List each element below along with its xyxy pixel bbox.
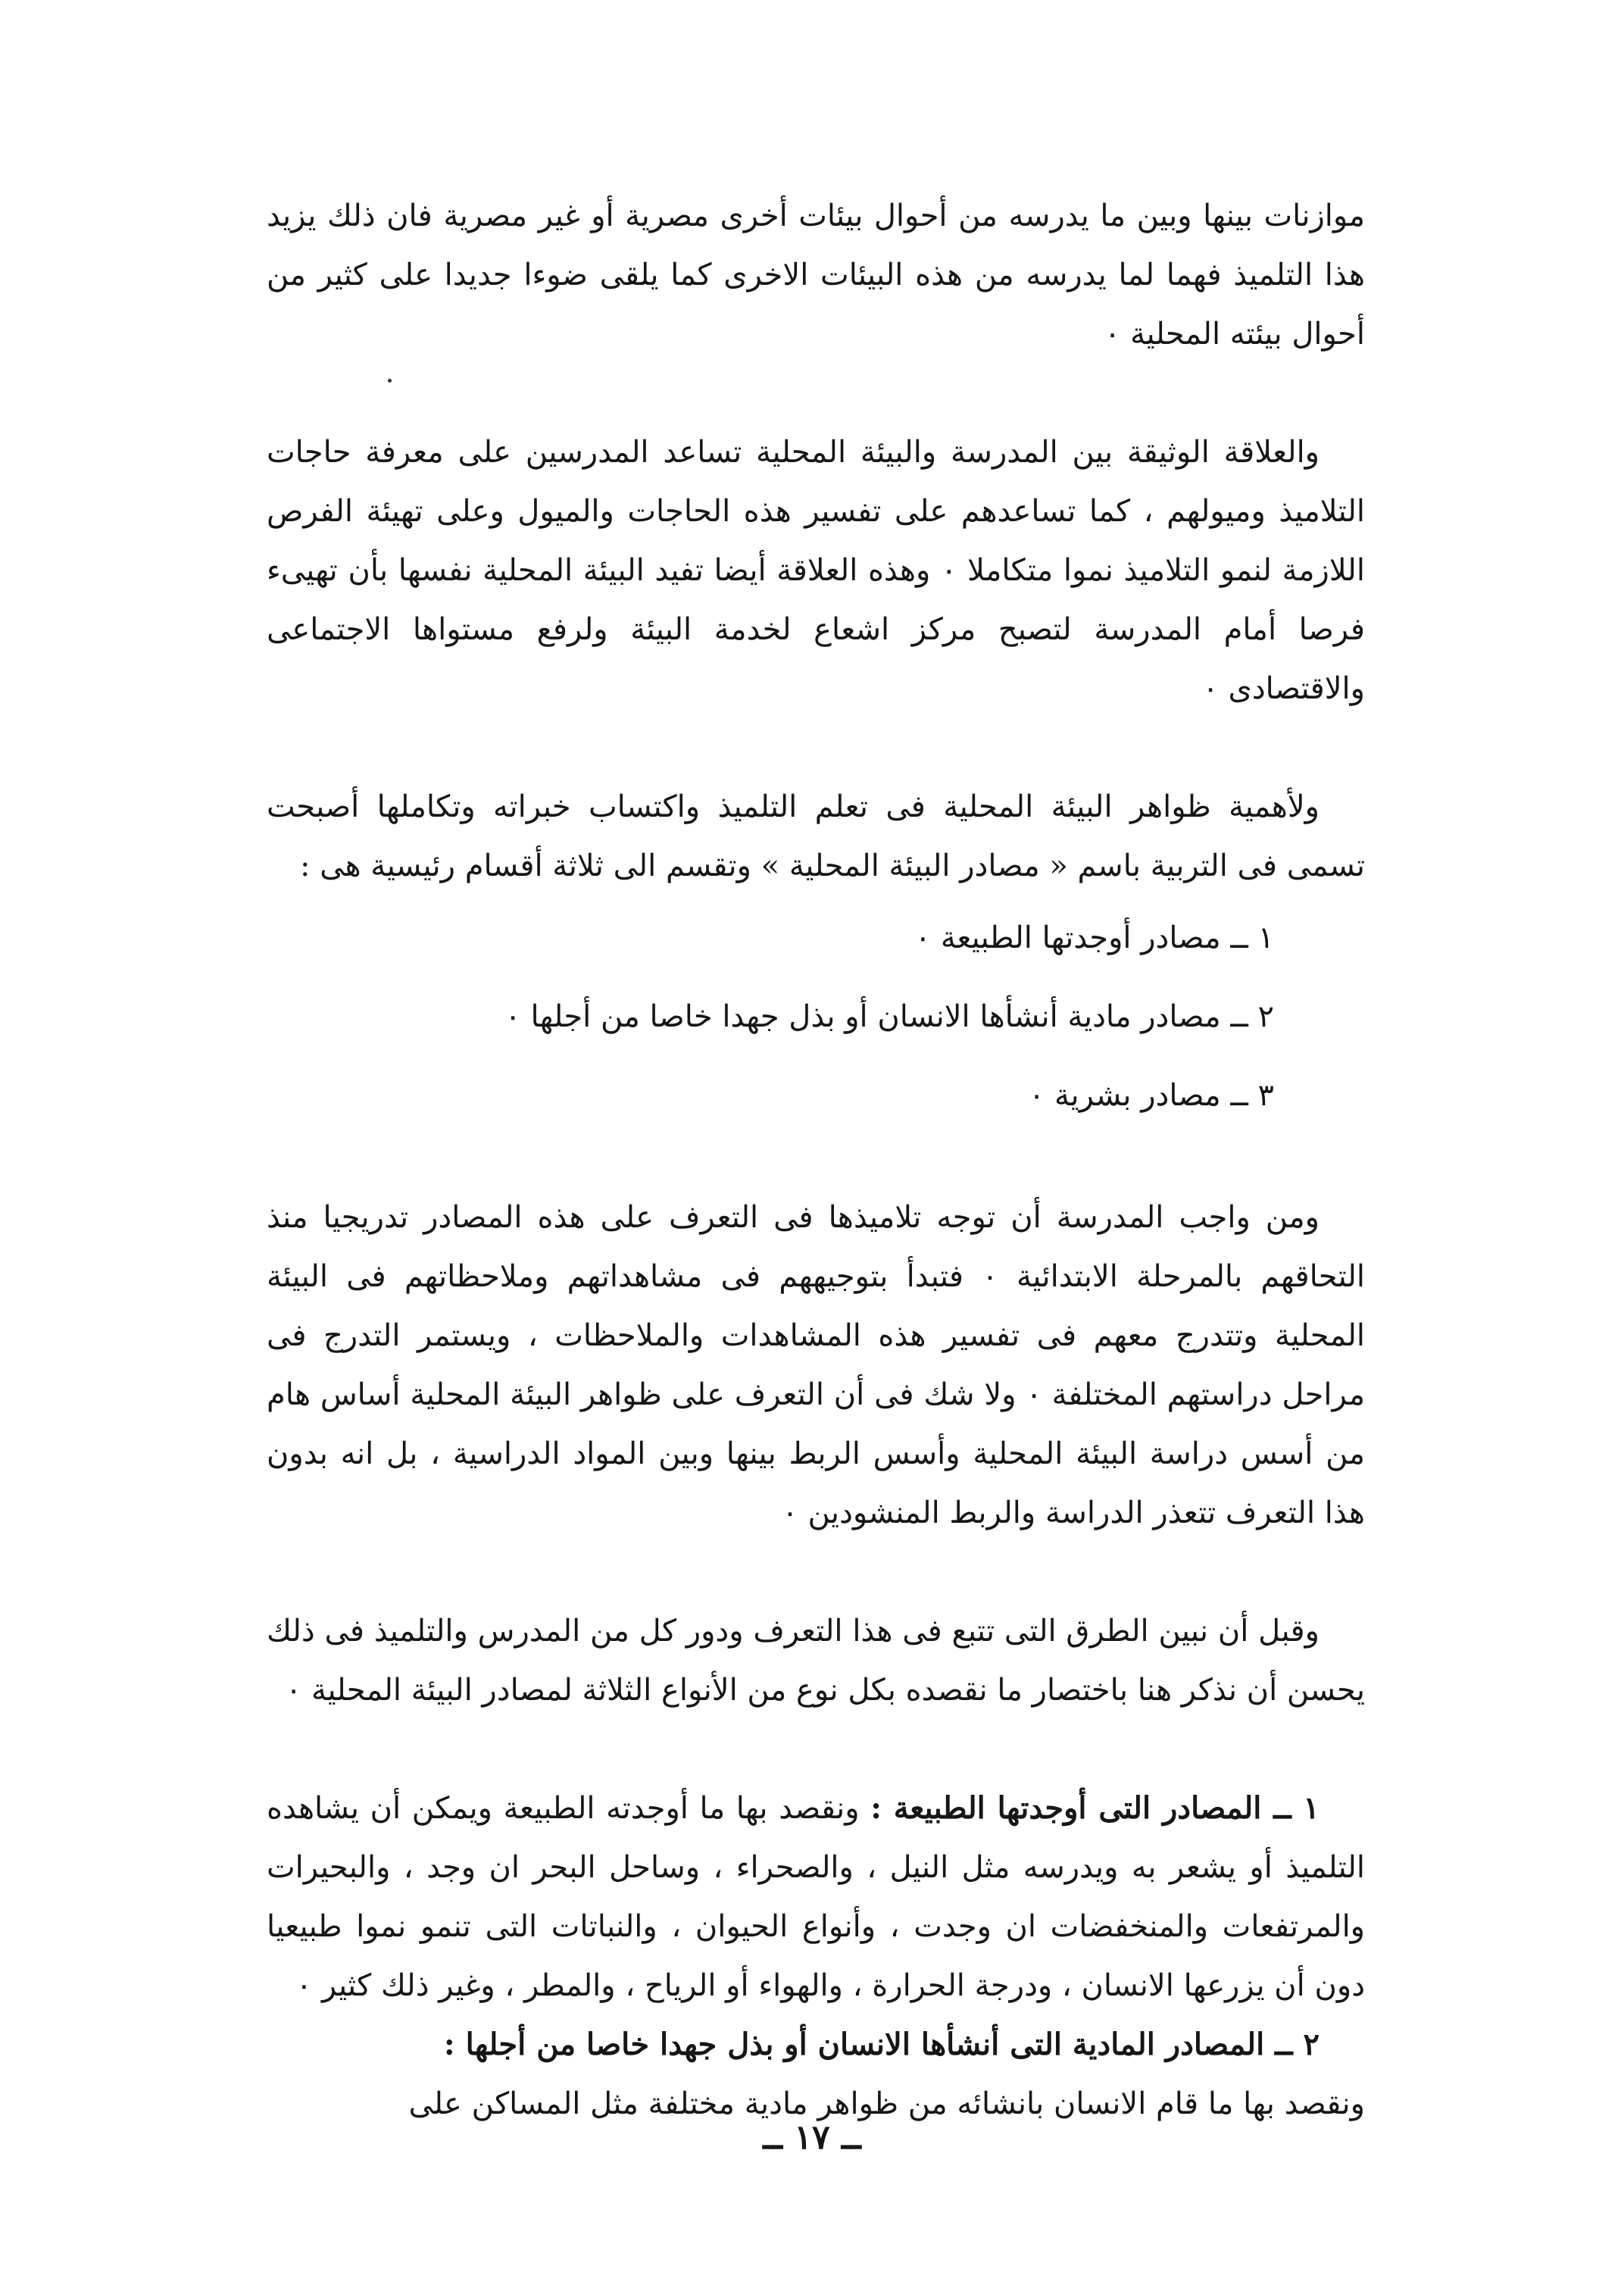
list-item-material-sources: ٢ ــ مصادر مادية أنشأها الانسان أو بذل جهدا خاصا من أجلها ٠ (504, 999, 1274, 1034)
paragraph-gap (267, 1720, 1365, 1779)
body-text (267, 186, 1365, 2133)
paragraph-natural-sources (267, 1779, 1365, 2015)
paragraph-material-sources (267, 2015, 1365, 2074)
list-item-human-sources: ٣ ــ مصادر بشرية ٠ (1028, 1078, 1274, 1113)
section-heading-natural-sources: ١ ــ المصادر التى أوجدتها الطبيعة : (870, 1790, 1320, 1826)
paragraph-school-duty: ومن واجب المدرسة أن توجه تلاميذها فى التعرف على هذه المصادر تدريجيا منذ التحاقهم بالمرحلة الابتدائية ٠ فتبدأ بتوجيههم فى مشاهداتهم وملاحظاتهم فى البيئة المحلية وتتدرج معهم فى تفسير هذه المشاهدات والملاحظات ، ويستمر التدرج فى مراحل دراستهم المختلفة ٠ ولا شك فى أن التعرف على ظواهر البيئة المحلية أساس هام من أسس دراسة البيئة المحلية وأسس الربط بينها وبين المواد الدراسية ، بل انه بدون هذا التعرف تتعذر الدراسة والربط المنشودين ٠ (267, 1200, 1366, 1530)
paragraph-gap (267, 718, 1365, 777)
paragraph-local-environment-sources: ولأهمية ظواهر البيئة المحلية فى تعلم التلميذ واكتساب خبراته وتكاملها أصبحت تسمى فى التربية باسم « مصادر البيئة المحلية » وتقسم الى ثلاثة أقسام رئيسية هى : (267, 789, 1365, 883)
paragraph-school-environment-relation: والعلاقة الوثيقة بين المدرسة والبيئة المحلية تساعد المدرسين على معرفة حاجات التلاميذ وميولهم ، كما تساعدهم على تفسير هذه الحاجات والميول وعلى تهيئة الفرص اللازمة لنمو التلاميذ نموا متكاملا ٠ وهذه العلاقة أيضا تفيد البيئة المحلية نفسها بأن تهيىء فرصا أمام المدرسة لتصبح مركز اشعاع لخدمة البيئة ولرفع مستواها الاجتماعى والاقتصادى ٠ (267, 435, 1365, 706)
paragraph-before-methods: وقبل أن نبين الطرق التى تتبع فى هذا التعرف ودور كل من المدرس والتلميذ فى ذلك يحسن أن نذكر هنا باختصار ما نقصده بكل نوع من الأنواع الثلاثة لمصادر البيئة المحلية ٠ (267, 1614, 1365, 1708)
page-number: ــ ١٧ ــ (763, 2118, 861, 2157)
paragraph-environment-comparison: موازنات بينها وبين ما يدرسه من أحوال بيئات أخرى مصرية أو غير مصرية فان ذلك يزيد هذا التلميذ فهما لما يدرسه من هذه البيئات الاخرى كما يلقى ضوءا جديدا على كثير من أحوال بيئته المحلية ٠ (267, 198, 1365, 352)
section-body-natural-sources: ونقصد بها ما أوجدته الطبيعة ويمكن أن يشاهده التلميذ أو يشعر به ويدرسه مثل النيل ، والصحراء ، وساحل البحر ان وجد ، والبحيرات والمرتفعات والمنخفضات ان وجدت ، وأنواع الحيوان ، والنباتات التى تنمو نموا طبيعيا دون أن يزرعها الانسان ، ودرجة الحرارة ، والهواء أو الرياح ، والمطر ، وغير ذلك كثير ٠ (267, 1791, 1365, 2003)
list-item-natural-sources: ١ ــ مصادر أوجدتها الطبيعة ٠ (914, 920, 1274, 955)
section-body-material-sources: ونقصد بها ما قام الانسان بانشائه من ظواهر مادية مختلفة مثل المساكن على (408, 2086, 1365, 2121)
paragraph-gap (267, 1542, 1365, 1602)
paragraph-gap (267, 364, 1365, 423)
section-heading-material-sources: ٢ ــ المصادر المادية التى أنشأها الانسان أو بذل جهدا خاصا من أجلها : (443, 2027, 1320, 2062)
